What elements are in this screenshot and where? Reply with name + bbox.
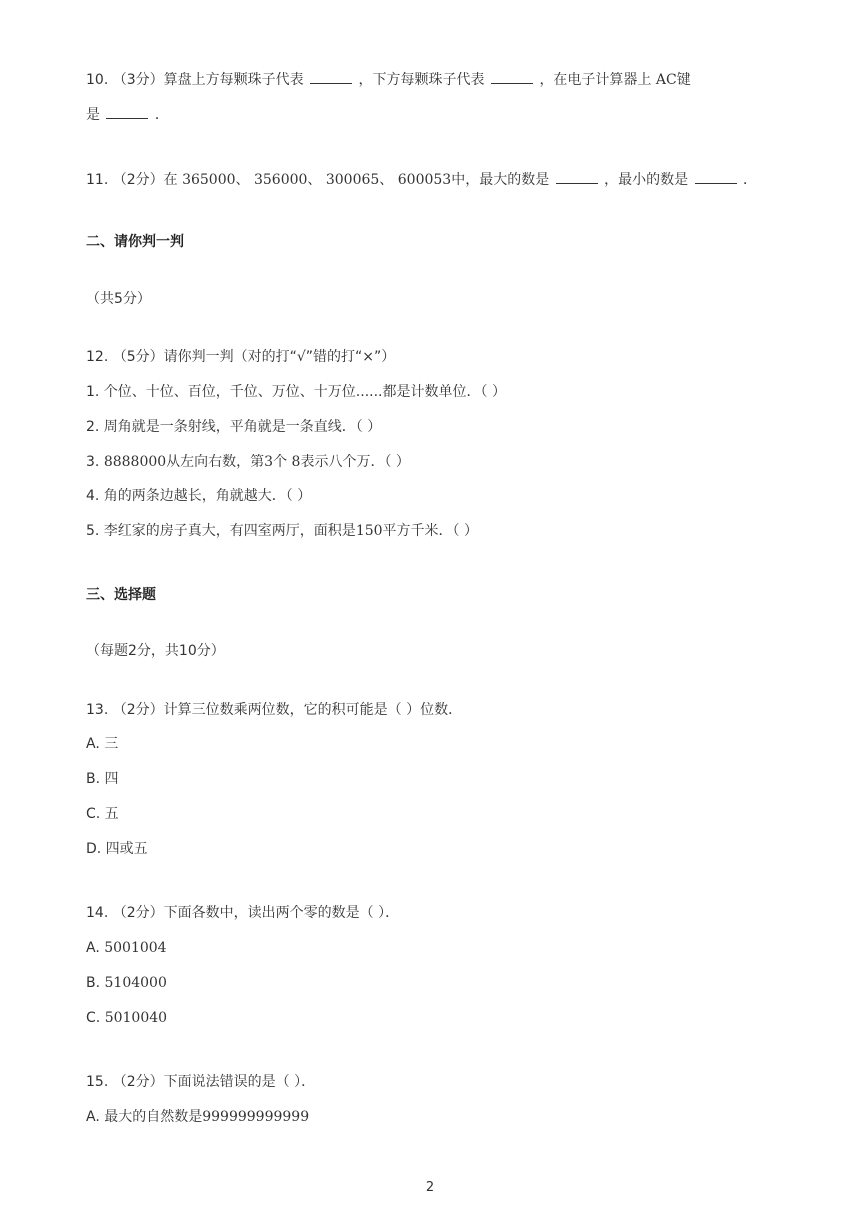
question-13-option-b: B. 四 <box>86 771 119 787</box>
q12-item5-a: 5. 李红家的房子真大，有四室两厅，面积是 <box>86 523 356 539</box>
q10-text-d: 键 <box>676 72 691 88</box>
q11-mid1: 中，最大的数是 <box>451 172 550 188</box>
q14-option-c-label: C. <box>86 1010 101 1026</box>
q10-text-b: ，下方每颗珠子代表 <box>358 72 485 88</box>
q12-item3-f: 表示八个万．（ ） <box>300 454 410 470</box>
q12-item3-a: 3. <box>86 454 100 470</box>
q10-blank-1 <box>310 69 352 84</box>
q10-key-ac: AC <box>655 72 677 88</box>
question-11 <box>86 169 757 189</box>
question-13-stem: 13. （2分）计算三位数乘两位数，它的积可能是（ ）位数． <box>86 702 463 718</box>
q14-option-c-number: 5010040 <box>104 1010 168 1026</box>
question-12-item-3 <box>86 452 410 472</box>
q14-option-a-number: 5001004 <box>104 940 167 956</box>
q12-item3-b: 从左向右数，第 <box>166 454 265 470</box>
q10-text-c: ，在电子计算器上 <box>539 72 652 88</box>
question-12-item-4: 4. 角的两条边越长，角就越大．（ ） <box>86 488 312 504</box>
question-12-item-2: 2. 周角就是一条射线，平角就是一条直线．（ ） <box>86 419 382 435</box>
q11-end: ． <box>743 172 758 188</box>
q15-option-a-number: 999999999999 <box>202 1109 310 1125</box>
q10-text-f: ． <box>154 107 169 123</box>
question-10-line-2 <box>86 104 169 124</box>
section-3-title: 三、选择题 <box>86 587 156 603</box>
question-12-item-5 <box>86 521 478 541</box>
q12-item3-number: 8888000 <box>103 454 167 470</box>
q11-mid2: ，最小的数是 <box>604 172 689 188</box>
question-14-option-a <box>86 938 167 958</box>
q12-item3-c: 3 <box>264 454 274 470</box>
q10-text-e: 是 <box>86 107 100 123</box>
section-3-score: （每题2分，共10分） <box>86 643 225 659</box>
question-14-option-b <box>86 973 167 993</box>
question-10-line-1 <box>86 69 691 89</box>
q10-blank-3 <box>106 104 148 119</box>
q14-option-b-number: 5104000 <box>104 975 167 991</box>
section-2-title: 二、请你判一判 <box>86 234 184 250</box>
q12-item5-b: 平方千米．（ ） <box>382 523 478 539</box>
q12-item3-d: 个 <box>273 454 288 470</box>
question-15-option-a <box>86 1107 309 1127</box>
q14-option-a-label: A. <box>86 940 100 956</box>
question-15-stem: 15. （2分）下面说法错误的是（ ）． <box>86 1074 316 1090</box>
question-13-option-d: D. 四或五 <box>86 841 148 857</box>
q10-text-a: 10. （3分）算盘上方每颗珠子代表 <box>86 72 304 88</box>
q12-item3-e: 8 <box>291 454 301 470</box>
question-12-item-1: 1. 个位、十位、百位，千位、万位、十万位......都是计数单位．（ ） <box>86 384 506 400</box>
q14-option-b-label: B. <box>86 975 101 991</box>
question-12-stem: 12. （5分）请你判一判（对的打“√”错的打“×”） <box>86 349 396 365</box>
question-14-option-c <box>86 1008 167 1028</box>
q11-prefix: 11. （2分）在 <box>86 172 178 188</box>
page-number: 2 <box>425 1180 435 1195</box>
section-2-score: （共5分） <box>86 291 151 307</box>
q11-numbers: 365000、 356000、 300065、 600053 <box>182 172 452 188</box>
question-13-option-a: A. 三 <box>86 736 119 752</box>
q11-blank-1 <box>556 169 598 184</box>
q11-blank-2 <box>695 169 737 184</box>
q12-item5-number: 150 <box>355 523 383 539</box>
question-13-option-c: C. 五 <box>86 806 119 822</box>
q10-blank-2 <box>491 69 533 84</box>
question-14-stem: 14. （2分）下面各数中，读出两个零的数是（ ）． <box>86 905 400 921</box>
q15-option-a-text: A. 最大的自然数是 <box>86 1109 203 1125</box>
